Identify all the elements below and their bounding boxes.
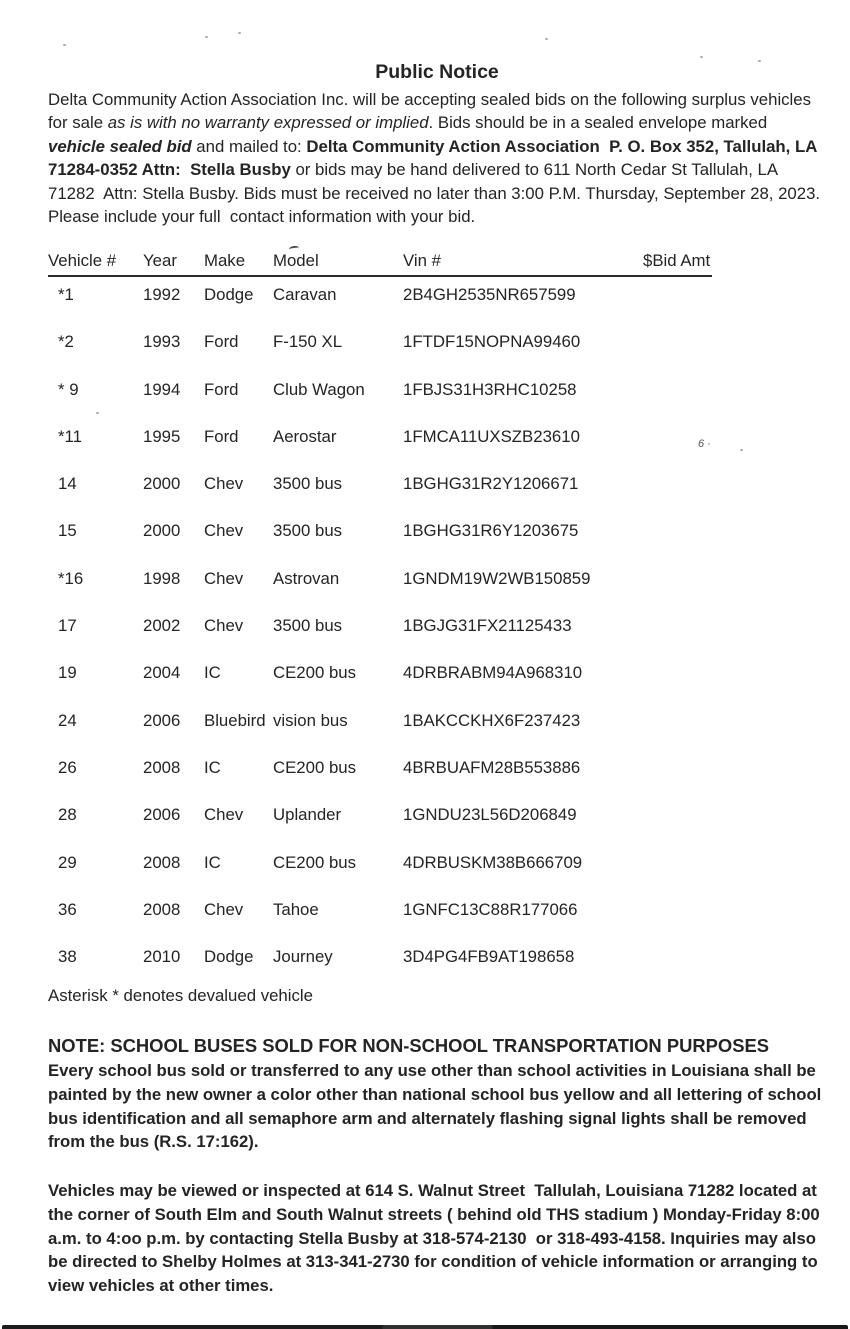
cell-make: IC [204,663,221,683]
cell-year: 2008 [143,757,181,777]
cell-vehicle-number: *1 [58,285,74,304]
intro-segment: and mailed to: [191,136,307,156]
cell-model: Tahoe [273,899,319,919]
cell-vin: 4BRBUAFM28B553886 [403,757,581,777]
column-header-model: Model [273,251,319,270]
cell-make: Bluebird [204,710,266,730]
table-row [48,610,738,657]
scan-speck [63,44,66,46]
cell-vin: 1BGHG31R2Y1206671 [403,474,579,494]
table-row [48,705,738,752]
cell-model: Journey [273,947,333,967]
table-row [48,421,738,468]
cell-vehicle-number: 19 [58,663,77,683]
cell-vehicle-number: 38 [58,947,77,967]
cell-make: Chev [204,805,244,825]
table-row [48,941,738,988]
column-header-year: Year [143,251,177,270]
intro-segment: Delta Community Action Association P. O. Box 352, Tallulah, LA 71284-0352 Attn: Stella Busby [48,136,827,180]
scan-speck [758,60,761,62]
cell-vehicle-number: *2 [58,332,74,352]
cell-vehicle-number: 28 [58,805,77,825]
cell-year: 1993 [143,332,181,352]
cell-vin: 1GNFC13C88R177066 [403,899,578,919]
cell-model: 3500 bus [273,521,343,541]
page-title: Public Notice [375,61,499,83]
cell-year: 2000 [143,521,181,541]
cell-model: Caravan [273,285,337,304]
scan-bottom-edge [2,1325,848,1329]
vehicle-table-body [48,279,738,988]
table-header-row [48,251,712,277]
intro-segment: Delta Community Action Association Inc. will be accepting sealed bids on the following surplus vehicles for sale [48,90,816,133]
column-header-bid-amt: $Bid Amt [643,251,711,270]
table-row [48,374,738,421]
cell-vehicle-number: 29 [58,852,77,872]
cell-vehicle-number: 17 [58,616,77,636]
cell-year: 2006 [143,805,181,825]
cell-year: 2002 [143,616,181,636]
table-row [48,657,738,704]
cell-make: Ford [204,426,239,446]
table-row [48,326,738,373]
column-header-make: Make [204,251,246,270]
intro-paragraph [48,88,826,228]
cell-year: 1998 [143,568,181,588]
cell-vin: 4DRBRABM94A968310 [403,663,583,683]
table-row [48,799,738,846]
cell-year: 2004 [143,663,181,683]
intro-segment: . Bids should be in a sealed envelope marked [428,113,772,133]
intro-segment: as is with no warranty expressed or implied [107,113,429,133]
cell-vin: 1FBJS31H3RHC10258 [403,379,577,399]
school-bus-note-body: Every school bus sold or transferred to any use other than school activities in Louisiana shall be painted by the new owner a color other than national school bus yellow and all lettering of school bus identification and all semaphore arm and alternately flashing signal lights shall be removed from the bus (R.S. 17:162). [48,1061,826,1152]
cell-vin: 1FTDF15NOPNA99460 [403,332,581,352]
cell-model: CE200 bus [273,852,357,872]
cell-make: Ford [204,379,239,399]
cell-year: 1994 [143,379,181,399]
scan-speck [238,32,241,34]
cell-vehicle-number: 15 [58,521,77,541]
cell-make: Chev [204,616,244,636]
scan-speck [545,38,548,40]
scan-stray-mark: 6 · [698,438,711,450]
scan-speck [96,412,99,414]
table-row [48,752,738,799]
cell-vin: 1FMCA11UXSZB23610 [403,426,580,446]
cell-make: Chev [204,899,244,919]
scan-speck [740,449,743,451]
cell-vin: 1BGJG31FX21125433 [403,616,572,636]
cell-vin: 3D4PG4FB9AT198658 [403,947,575,967]
cell-vehicle-number: 14 [58,474,77,494]
table-row [48,894,738,941]
cell-vin: 1GNDM19W2WB150859 [403,568,591,588]
table-row [48,279,738,326]
cell-vehicle-number: * 9 [58,379,79,399]
cell-vin: 2B4GH2535NR657599 [403,285,576,304]
cell-model: F-150 XL [273,332,343,352]
intro-segment: or bids may be hand delivered to 611 North Cedar St Tallulah, LA 71282 Attn: Stella Busby. Bids must be received no later than 3:00 P.M. Thursday, September 28, 2023. Please include your full contact information with your bid. [48,160,825,227]
cell-year: 1995 [143,426,181,446]
school-bus-note-heading: NOTE: SCHOOL BUSES SOLD FOR NON-SCHOOL TRANSPORTATION PURPOSES [48,1035,770,1056]
asterisk-legend: Asterisk * denotes devalued vehicle [48,986,313,1005]
intro-segment: vehicle sealed bid [48,136,192,156]
cell-model: CE200 bus [273,663,357,683]
cell-make: IC [204,852,221,872]
cell-make: Chev [204,474,244,494]
cell-make: Dodge [204,947,254,967]
cell-model: Aerostar [273,426,337,446]
cell-make: Chev [204,521,244,541]
cell-year: 1992 [143,285,181,304]
cell-make: Ford [204,332,239,352]
cell-year: 2008 [143,899,181,919]
table-row [48,515,738,562]
cell-year: 2006 [143,710,181,730]
cell-vehicle-number: 36 [58,899,77,919]
cell-vin: 4DRBUSKM38B666709 [403,852,583,872]
column-header-vehicle: Vehicle # [48,251,117,270]
cell-make: Chev [204,568,244,588]
table-row [48,468,738,515]
table-row [48,563,738,610]
cell-model: 3500 bus [273,474,343,494]
column-header-vin: Vin # [403,251,441,270]
cell-model: Club Wagon [273,379,365,399]
cell-year: 2010 [143,947,181,967]
cell-vin: 1BAKCCKHX6F237423 [403,710,581,730]
cell-model: vision bus [273,710,348,730]
cell-model: 3500 bus [273,616,343,636]
cell-vehicle-number: *16 [58,568,84,588]
scan-speck [205,36,208,38]
cell-year: 2008 [143,852,181,872]
cell-model: Uplander [273,805,342,825]
cell-model: CE200 bus [273,757,357,777]
cell-vehicle-number: 26 [58,757,77,777]
cell-model: Astrovan [273,568,340,588]
cell-make: Dodge [204,285,254,304]
table-row [48,847,738,894]
cell-vin: 1GNDU23L56D206849 [403,805,577,825]
cell-vehicle-number: *11 [58,426,82,446]
cell-make: IC [204,757,221,777]
cell-vehicle-number: 24 [58,710,77,730]
vehicle-table [48,251,738,988]
viewing-info-paragraph: Vehicles may be viewed or inspected at 614 S. Walnut Street Tallulah, Louisiana 71282 located at the corner of South Elm and South Walnut streets ( behind old THS stadium ) Monday-Friday 8:00 a.m. to 4:oo p.m. by contacting Stella Busby at 318-574-2130 or 318-493-4158. Inquiries may also be directed to Shelby Holmes at 313-341-2730 for condition of vehicle information or arranging to view vehicles at other times. [48,1181,825,1296]
cell-vin: 1BGHG31R6Y1203675 [403,521,579,541]
school-bus-note [48,1033,830,1154]
cell-bid-amount [628,947,720,1007]
scan-speck [700,56,703,58]
cell-year: 2000 [143,474,181,494]
